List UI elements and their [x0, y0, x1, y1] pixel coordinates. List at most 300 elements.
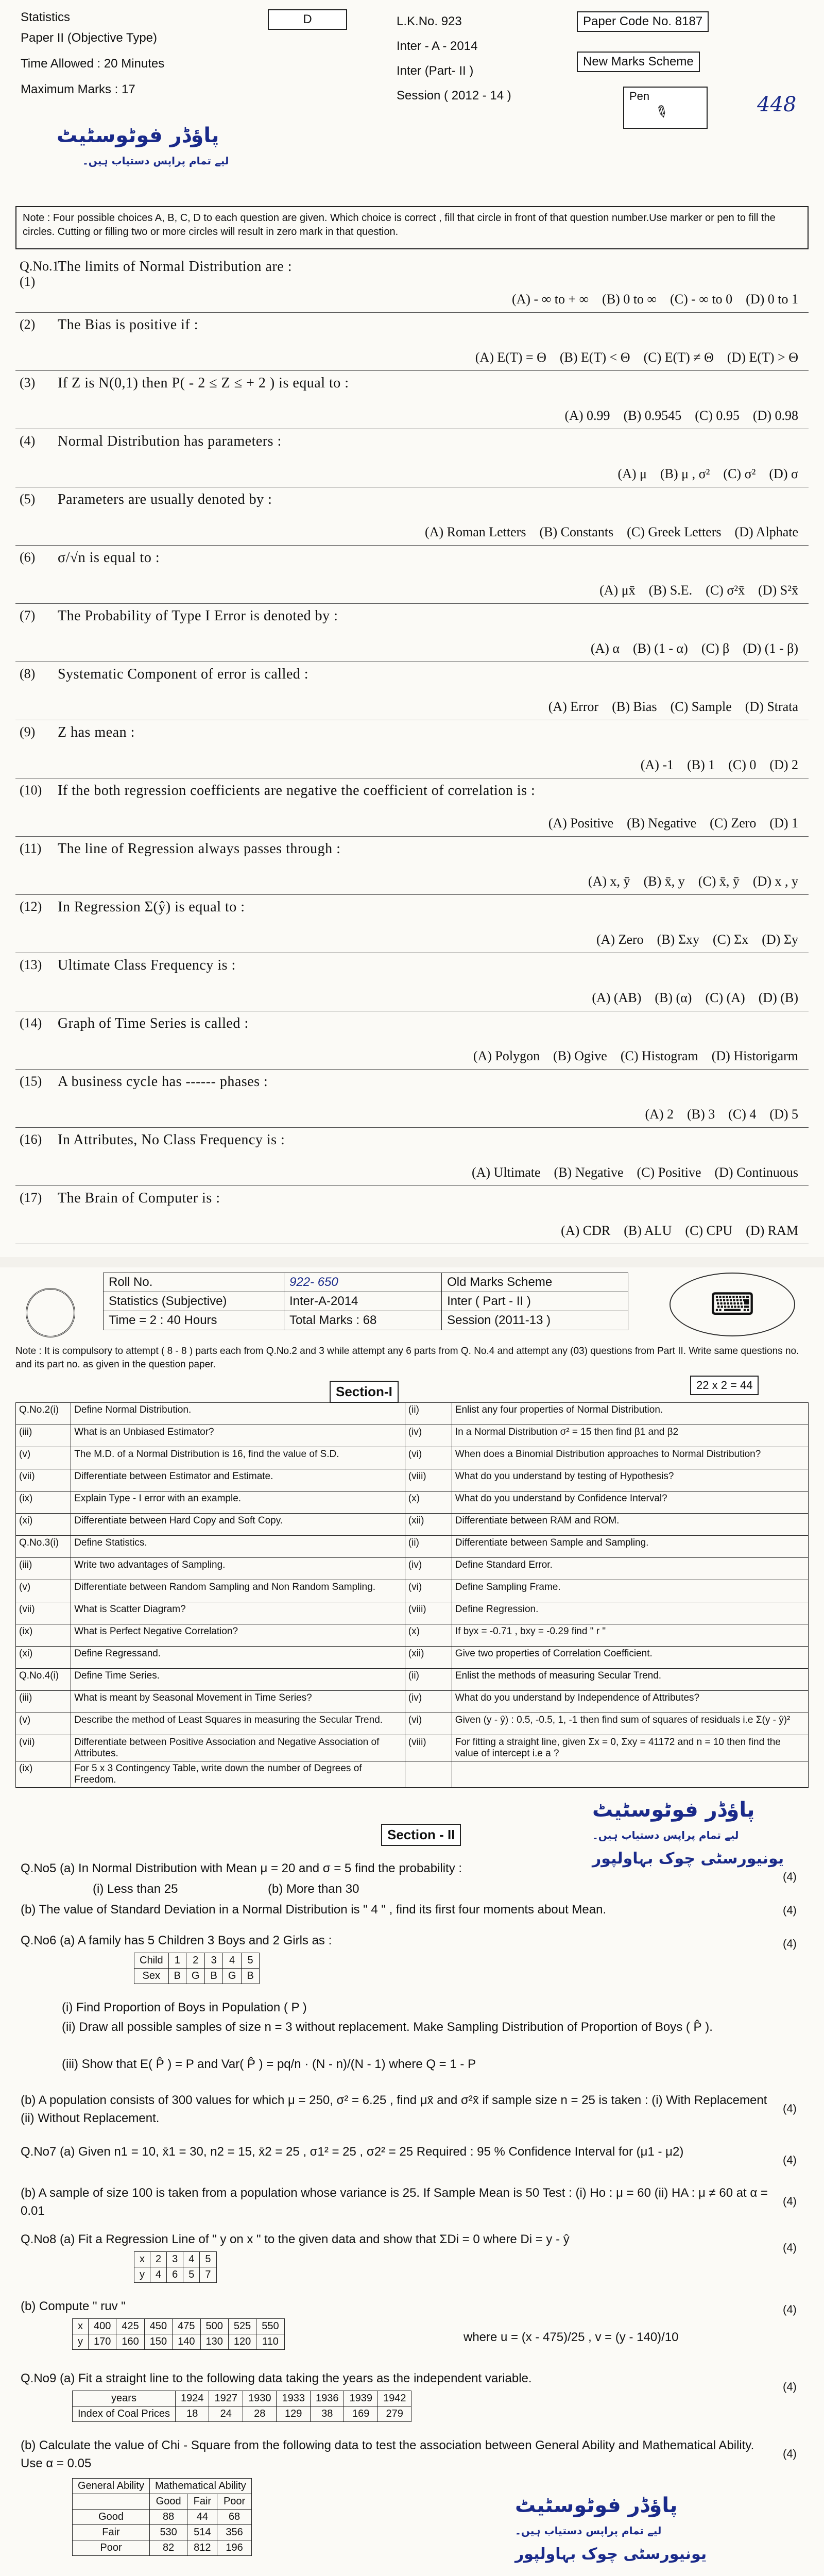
option-b[interactable]: (B) Constants: [539, 524, 614, 539]
mcq-row: [15, 371, 809, 429]
table-row: [73, 2319, 285, 2334]
q7b: (b) A sample of size 100 is taken from a population whose variance is 25. If Sample Mean is 50 Test : (i) Ho : μ = 60 (ii) HA : μ ≠ 60 at α = 0.01: [21, 2186, 768, 2218]
option-d[interactable]: (D) x , y: [752, 874, 798, 889]
subjective-paper: [0, 1267, 824, 2576]
answer-options: [631, 1107, 798, 1122]
question-text: [452, 1761, 808, 1788]
marks-label: (4): [783, 2154, 797, 2166]
option-a[interactable]: (A) - ∞ to + ∞: [511, 292, 589, 307]
option-b[interactable]: (B) (1 - α): [633, 641, 688, 656]
mcq-row: [15, 546, 809, 604]
question-number: (7): [20, 608, 36, 623]
answer-options: [411, 524, 798, 540]
q9b-table: [72, 2478, 252, 2556]
question-number: (xii): [405, 1647, 452, 1669]
option-b[interactable]: (B) 0.9545: [623, 408, 682, 423]
question-number: (xi): [16, 1647, 71, 1669]
subject: Statistics: [21, 10, 71, 24]
short-question-row: [16, 1514, 809, 1536]
question-number: (6): [20, 550, 36, 565]
q9a: Q.No9 (a) Fit a straight line to the following data taking the years as the independent variable.: [21, 2371, 532, 2385]
question-number: (iii): [16, 1691, 71, 1713]
question-text: Differentiate between Hard Copy and Soft Copy.: [71, 1514, 405, 1536]
question-text: What is Scatter Diagram?: [71, 1602, 405, 1624]
question-text: The limits of Normal Distribution are :: [58, 259, 292, 275]
question-text: Enlist any four properties of Normal Distribution.: [452, 1403, 808, 1425]
question-text: Systematic Component of error is called :: [58, 666, 309, 682]
table-cell: 3: [205, 1953, 222, 1969]
part: Inter (Part- II ): [397, 64, 474, 78]
question-text: Define Normal Distribution.: [71, 1403, 405, 1425]
answer-options: [462, 350, 798, 365]
option-d[interactable]: (D) 2: [769, 757, 798, 772]
table-row: [73, 2510, 252, 2525]
marks-scheme: New Marks Scheme: [577, 52, 700, 72]
question-text: When does a Binomial Distribution approaches to Normal Distribution?: [452, 1447, 808, 1469]
session: Session ( 2012 - 14 ): [397, 89, 511, 103]
option-a[interactable]: (A) μx̄: [599, 583, 636, 598]
table-cell: B: [168, 1969, 186, 1984]
q6a-i: (i) Find Proportion of Boys in Population ( P ): [62, 2001, 307, 2014]
question-text: What do you understand by Confidence Interval?: [452, 1492, 808, 1514]
marks-label: (4): [783, 2447, 797, 2460]
shop-address-3: یونیورسٹی چوک بہاولپور: [515, 2545, 707, 2563]
option-a[interactable]: (A) Error: [548, 699, 599, 714]
question-number: (ii): [405, 1669, 452, 1691]
table-cell: 140: [173, 2334, 200, 2350]
answer-options: [578, 990, 798, 1006]
option-d[interactable]: (D) Strata: [745, 699, 798, 714]
pen-label: Pen: [629, 90, 650, 103]
option-d[interactable]: (D) 0.98: [752, 408, 798, 423]
question-text: σ/√n is equal to :: [58, 550, 160, 566]
answer-options: [535, 699, 798, 715]
option-c[interactable]: (C) Zero: [710, 816, 757, 831]
short-question-row: [16, 1536, 809, 1558]
answer-options: [586, 583, 798, 598]
table-cell: 500: [200, 2319, 228, 2334]
option-d[interactable]: (D) (1 - β): [743, 641, 798, 656]
question-text: Define Statistics.: [71, 1536, 405, 1558]
question-text: If the both regression coefficients are negative the coefficient of correlation is :: [58, 783, 536, 799]
option-a[interactable]: (A) 2: [645, 1107, 674, 1122]
question-number: (iv): [405, 1425, 452, 1447]
question-text: What is Perfect Negative Correlation?: [71, 1624, 405, 1647]
table-cell: 160: [116, 2334, 144, 2350]
short-question-row: [16, 1558, 809, 1580]
table-cell: 169: [344, 2406, 378, 2422]
option-d[interactable]: (D) Σy: [762, 932, 798, 947]
question-number: (vi): [405, 1713, 452, 1735]
option-a[interactable]: (A) Roman Letters: [425, 524, 526, 539]
option-b[interactable]: (B) Bias: [612, 699, 657, 714]
row-header: Poor: [73, 2540, 150, 2556]
table-cell: G: [186, 1969, 205, 1984]
option-c[interactable]: (C) Sample: [670, 699, 732, 714]
option-a[interactable]: (A) Positive: [548, 816, 614, 831]
marks-box: 22 x 2 = 44: [690, 1376, 759, 1395]
mcq-row: [15, 662, 809, 720]
question-number: (x): [405, 1492, 452, 1514]
question-number: (xii): [405, 1514, 452, 1536]
option-c[interactable]: (C) Greek Letters: [627, 524, 722, 539]
corner-mark: 448: [757, 93, 797, 116]
table-cell: 6: [167, 2267, 183, 2283]
table-cell: 5: [200, 2252, 216, 2267]
question-text: Explain Type - I error with an example.: [71, 1492, 405, 1514]
table-cell: 5: [183, 2267, 200, 2283]
option-a[interactable]: (A) x, ȳ: [588, 874, 630, 889]
row-header: Fair: [73, 2525, 150, 2540]
question-text: Enlist the methods of measuring Secular Trend.: [452, 1669, 808, 1691]
option-c[interactable]: (C) - ∞ to 0: [670, 292, 733, 307]
mcq-row: [15, 1011, 809, 1070]
row-header: Child: [134, 1953, 169, 1969]
q5b: (b) The value of Standard Deviation in a Normal Distribution is " 4 " , find its first four moments about Mean.: [21, 1903, 607, 1917]
mcq-row: [15, 1070, 809, 1128]
subject: Statistics (Subjective): [104, 1292, 284, 1311]
q8b-table: [72, 2318, 285, 2350]
option-d[interactable]: (D) RAM: [746, 1223, 798, 1238]
question-text: Graph of Time Series is called :: [58, 1015, 249, 1031]
shop-address: یونیورسٹی چوک بہاولپور: [592, 1850, 784, 1868]
question-number: (14): [20, 1015, 42, 1030]
question-text: What is meant by Seasonal Movement in Time Series?: [71, 1691, 405, 1713]
row-header: y: [73, 2334, 89, 2350]
question-number: (vii): [16, 1469, 71, 1492]
table-row: [134, 2267, 217, 2283]
short-question-row: [16, 1735, 809, 1761]
option-c[interactable]: (C) CPU: [685, 1223, 733, 1238]
question-text: In Attributes, No Class Frequency is :: [58, 1132, 285, 1148]
question-number: Q.No.2(i): [16, 1403, 71, 1425]
table-cell: G: [222, 1969, 242, 1984]
marks-scheme: Old Marks Scheme: [442, 1273, 628, 1292]
option-b[interactable]: (B) μ , σ²: [660, 466, 710, 481]
answer-options: [627, 757, 798, 773]
option-c[interactable]: (C) 0: [728, 757, 757, 772]
mcq-row: [15, 895, 809, 953]
objective-paper: [0, 0, 824, 1257]
q6a-iii: (iii) Show that E( P̂ ) = P and Var( P̂ ) = pq/n · (N - n)/(N - 1) where Q = 1 - P: [62, 2057, 476, 2071]
question-text: Ultimate Class Frequency is :: [58, 957, 236, 973]
answer-options: [575, 874, 798, 889]
option-c[interactable]: (C) (A): [705, 990, 745, 1005]
question-text: The M.D. of a Normal Distribution is 16, find the value of S.D.: [71, 1447, 405, 1469]
mcq-row: [15, 778, 809, 837]
short-question-row: [16, 1580, 809, 1602]
option-a[interactable]: (A) -1: [640, 757, 674, 772]
option-d[interactable]: (D) 0 to 1: [746, 292, 798, 307]
option-a[interactable]: (A) Ultimate: [471, 1165, 541, 1180]
option-d[interactable]: (D) Continuous: [714, 1165, 798, 1180]
option-d[interactable]: (D) 1: [769, 816, 798, 831]
table-cell: 475: [173, 2319, 200, 2334]
row-header: x: [73, 2319, 89, 2334]
question-number: (ii): [405, 1403, 452, 1425]
column-header: [73, 2494, 150, 2510]
option-d[interactable]: (D) Historigarm: [711, 1048, 798, 1063]
table-cell: 3: [167, 2252, 183, 2267]
q5a-ii: (b) More than 30: [268, 1882, 359, 1896]
question-text: The Bias is positive if :: [58, 317, 199, 333]
table-cell: 1930: [243, 2391, 277, 2406]
short-question-row: [16, 1691, 809, 1713]
table-cell: 812: [187, 2540, 217, 2556]
question-number: (vii): [16, 1602, 71, 1624]
question-number: (vi): [405, 1580, 452, 1602]
option-d[interactable]: (D) E(T) > Θ: [727, 350, 798, 365]
answer-options: [460, 1048, 798, 1064]
question-text: Define Time Series.: [71, 1669, 405, 1691]
option-b[interactable]: (B) x̄, y: [643, 874, 685, 889]
question-number: (iv): [405, 1691, 452, 1713]
table-cell: 38: [310, 2406, 344, 2422]
question-number: (vi): [405, 1447, 452, 1469]
q5a: Q.No5 (a) In Normal Distribution with Mean μ = 20 and σ = 5 find the probability :: [21, 1861, 462, 1875]
table-cell: 24: [209, 2406, 243, 2422]
computer-icon: ⌨: [670, 1273, 795, 1336]
short-questions: [15, 1402, 809, 1788]
pen-icon: ✎: [651, 101, 672, 123]
question-number: (iii): [16, 1425, 71, 1447]
table-row: [134, 1969, 260, 1984]
pen-sticker: [623, 87, 708, 129]
option-b[interactable]: (B) (α): [655, 990, 692, 1005]
question-text: Describe the method of Least Squares in measuring the Secular Trend.: [71, 1713, 405, 1735]
question-text: Differentiate between Random Sampling and Non Random Sampling.: [71, 1580, 405, 1602]
table-row: [134, 1953, 260, 1969]
option-b[interactable]: (B) Negative: [627, 816, 697, 831]
question-text: The Probability of Type I Error is denoted by :: [58, 608, 338, 624]
question-number: [405, 1761, 452, 1788]
question-number: (13): [20, 957, 42, 972]
question-text: If Z is N(0,1) then P( - 2 ≤ Z ≤ + 2 ) is equal to :: [58, 375, 349, 391]
question-text: Define Regression.: [452, 1602, 808, 1624]
mcq-row: [15, 1186, 809, 1244]
row-header: x: [134, 2252, 150, 2267]
option-d[interactable]: (D) S²x̄: [758, 583, 798, 598]
mcq-row: [15, 1128, 809, 1186]
option-a[interactable]: (A) Polygon: [473, 1048, 540, 1063]
option-c[interactable]: (C) 4: [728, 1107, 757, 1122]
option-d[interactable]: (D) σ: [769, 466, 798, 481]
q6-table: [134, 1953, 260, 1984]
table-cell: B: [242, 1969, 259, 1984]
option-a[interactable]: (A) μ: [617, 466, 647, 481]
column-header: Good: [149, 2494, 187, 2510]
option-d[interactable]: (D) Alphate: [734, 524, 798, 539]
question-number: (iv): [405, 1558, 452, 1580]
option-b[interactable]: (B) Ogive: [553, 1048, 607, 1063]
q7a: Q.No7 (a) Given n1 = 10, x̄1 = 30, n2 = 15, x̄2 = 25 , σ1² = 25 , σ2² = 25 Required : 95 % Confidence Interval for (μ1 - μ2): [21, 2145, 684, 2159]
table-cell: 1924: [175, 2391, 209, 2406]
table-cell: 400: [89, 2319, 116, 2334]
q8b-where: where u = (x - 475)/25 , v = (y - 140)/10: [464, 2330, 679, 2344]
question-number: (ix): [16, 1492, 71, 1514]
question-number: Q.No.4(i): [16, 1669, 71, 1691]
question-number: (vii): [16, 1735, 71, 1761]
q6a-ii: (ii) Draw all possible samples of size n = 3 without replacement. Make Sampling Distribution of Proportion of Boys ( P̂ ).: [62, 2020, 713, 2034]
option-c[interactable]: (C) σ²x̄: [706, 583, 745, 598]
mcq-row: [15, 604, 809, 662]
header-table: [103, 1273, 628, 1330]
session: Session (2011-13 ): [442, 1311, 628, 1330]
marks-label: (4): [783, 1937, 797, 1950]
q8a-table: [134, 2251, 217, 2283]
option-c[interactable]: (C) 0.95: [695, 408, 740, 423]
table-row: [73, 2540, 252, 2556]
question-text: What do you understand by Independence of Attributes?: [452, 1691, 808, 1713]
option-c[interactable]: (C) Histogram: [620, 1048, 698, 1063]
option-c[interactable]: (C) E(T) ≠ Θ: [643, 350, 714, 365]
option-c[interactable]: (C) β: [701, 641, 730, 656]
table-cell: 68: [217, 2510, 251, 2525]
short-question-row: [16, 1469, 809, 1492]
option-c[interactable]: (C) σ²: [723, 466, 756, 481]
question-number: (5): [20, 492, 36, 506]
question-text: Differentiate between RAM and ROM.: [452, 1514, 808, 1536]
option-b[interactable]: (B) 0 to ∞: [602, 292, 657, 307]
table-cell: 4: [183, 2252, 200, 2267]
question-number: Q.No.1 (1): [20, 259, 59, 289]
table-cell: 525: [228, 2319, 256, 2334]
question-number: (xi): [16, 1514, 71, 1536]
option-a[interactable]: (A) CDR: [561, 1223, 611, 1238]
question-text: The Brain of Computer is :: [58, 1190, 220, 1206]
question-text: Differentiate between Estimator and Estimate.: [71, 1469, 405, 1492]
question-text: Given (y - ŷ) : 0.5, -0.5, 1, -1 then find sum of squares of residuals i.e Σ(y - ŷ)²: [452, 1713, 808, 1735]
table-cell: 82: [149, 2540, 187, 2556]
option-b[interactable]: (B) 3: [687, 1107, 715, 1122]
option-b[interactable]: (B) S.E.: [648, 583, 693, 598]
short-question-row: [16, 1425, 809, 1447]
table-header-row: [73, 2479, 252, 2494]
option-b[interactable]: (B) E(T) < Θ: [559, 350, 630, 365]
table-row: [134, 2252, 217, 2267]
question-number: (10): [20, 783, 42, 798]
table-cell: 550: [256, 2319, 284, 2334]
option-a[interactable]: (A) (AB): [592, 990, 642, 1005]
question-number: (v): [16, 1447, 71, 1469]
question-number: (viii): [405, 1469, 452, 1492]
paper-type: Paper II (Objective Type): [21, 31, 158, 45]
mcq-row: [15, 720, 809, 778]
row-header: years: [73, 2391, 176, 2406]
option-d[interactable]: (D) 5: [769, 1107, 798, 1122]
marks-label: (4): [783, 1870, 797, 1883]
table-cell: 4: [150, 2267, 167, 2283]
shop-stamp-2: پاؤڈر فوٹوسٹیٹ: [592, 1798, 755, 1822]
group-box: D: [268, 9, 347, 30]
row-header: Good: [73, 2510, 150, 2525]
option-a[interactable]: (A) E(T) = Θ: [475, 350, 546, 365]
instructions: Note : It is compulsory to attempt ( 8 - 8 ) parts each from Q.No.2 and 3 while attempt any 6 parts from Q. No.4 and attempt any (03) questions from Part II. Write same questions no. and its part no. as given in the question paper.: [15, 1346, 799, 1370]
column-header: Poor: [217, 2494, 251, 2510]
table-cell: 110: [256, 2334, 284, 2350]
q9b: (b) Calculate the value of Chi - Square from the following data to test the association between General Ability and Mathematical Ability. Use α = 0.05: [21, 2438, 754, 2470]
question-text: For fitting a straight line, given Σx = 0, Σxy = 41172 and n = 10 then find the value of intercept i.e a ?: [452, 1735, 808, 1761]
table-cell: 170: [89, 2334, 116, 2350]
mcq-row: [15, 255, 809, 313]
shop-stamp-sub: لیے تمام پراپس دستیاب ہیں۔: [82, 155, 229, 167]
short-question-row: [16, 1492, 809, 1514]
mcq-row: [15, 953, 809, 1011]
marks-label: (4): [783, 1904, 797, 1917]
table-cell: 1942: [377, 2391, 411, 2406]
table-cell: 1936: [310, 2391, 344, 2406]
question-number: (3): [20, 375, 36, 390]
instructions: Note : Four possible choices A, B, C, D to each question are given. Which choice is correct , fill that circle in front of that question number.Use marker or pen to fill the circles. Cutting or filling two or more circles will result in zero mark in that question.: [15, 206, 809, 249]
answer-options: [499, 292, 798, 307]
marks-label: (4): [783, 2102, 797, 2115]
table-cell: 88: [149, 2510, 187, 2525]
option-c[interactable]: (C) Σx: [712, 932, 749, 947]
option-a[interactable]: (A) α: [590, 641, 620, 656]
option-c[interactable]: (C) Positive: [637, 1165, 701, 1180]
short-question-row: [16, 1624, 809, 1647]
question-number: (15): [20, 1074, 42, 1089]
option-c[interactable]: (C) x̄, ȳ: [698, 874, 740, 889]
option-b[interactable]: (B) Negative: [554, 1165, 624, 1180]
q5a-i: (i) Less than 25: [93, 1882, 178, 1896]
question-text: Parameters are usually denoted by :: [58, 492, 272, 507]
short-question-row: [16, 1602, 809, 1624]
question-text: What do you understand by testing of Hypothesis?: [452, 1469, 808, 1492]
question-text: A business cycle has ------ phases :: [58, 1074, 268, 1090]
table-cell: 1: [168, 1953, 186, 1969]
question-number: Q.No.3(i): [16, 1536, 71, 1558]
question-number: (viii): [405, 1735, 452, 1761]
option-b[interactable]: (B) 1: [687, 757, 715, 772]
question-text: Differentiate between Sample and Sampling.: [452, 1536, 808, 1558]
question-text: Z has mean :: [58, 724, 135, 740]
table-row: [73, 2391, 411, 2406]
table-cell: 129: [277, 2406, 311, 2422]
question-number: (2): [20, 317, 36, 332]
option-a[interactable]: (A) 0.99: [564, 408, 610, 423]
table-cell: 196: [217, 2540, 251, 2556]
option-b[interactable]: (B) ALU: [624, 1223, 672, 1238]
shop-stamp-3-sub: لیے تمام پراپس دستیاب ہیں۔: [515, 2524, 662, 2537]
table-cell: 150: [144, 2334, 172, 2350]
row-header: Sex: [134, 1969, 169, 1984]
shop-stamp-3: پاؤڈر فوٹوسٹیٹ: [515, 2494, 678, 2517]
marks-label: (4): [783, 2380, 797, 2393]
table-cell: 4: [222, 1953, 242, 1969]
table-cell: 530: [149, 2525, 187, 2540]
question-text: Normal Distribution has parameters :: [58, 433, 282, 449]
table-cell: 425: [116, 2319, 144, 2334]
answer-options: [604, 466, 798, 482]
question-number: (12): [20, 899, 42, 914]
question-number: (9): [20, 724, 36, 739]
total-marks: Total Marks : 68: [284, 1311, 442, 1330]
short-question-row: [16, 1669, 809, 1691]
question-text: For 5 x 3 Contingency Table, write down the number of Degrees of Freedom.: [71, 1761, 405, 1788]
option-d[interactable]: (D) (B): [758, 990, 798, 1005]
exam: Inter - A - 2014: [397, 39, 478, 53]
marks-label: (4): [783, 2241, 797, 2254]
paper-code: Paper Code No. 8187: [577, 11, 709, 32]
q6b: (b) A population consists of 300 values for which μ = 250, σ² = 6.25 , find μx̄ and σ²x̄ if sample size n = 25 is taken : (i) With Replacement (ii) Without Replacement.: [21, 2093, 767, 2125]
option-b[interactable]: (B) Σxy: [657, 932, 699, 947]
exam: Inter-A-2014: [284, 1292, 442, 1311]
time: Time = 2 : 40 Hours: [104, 1311, 284, 1330]
table-cell: 18: [175, 2406, 209, 2422]
short-question-row: [16, 1761, 809, 1788]
option-a[interactable]: (A) Zero: [596, 932, 644, 947]
